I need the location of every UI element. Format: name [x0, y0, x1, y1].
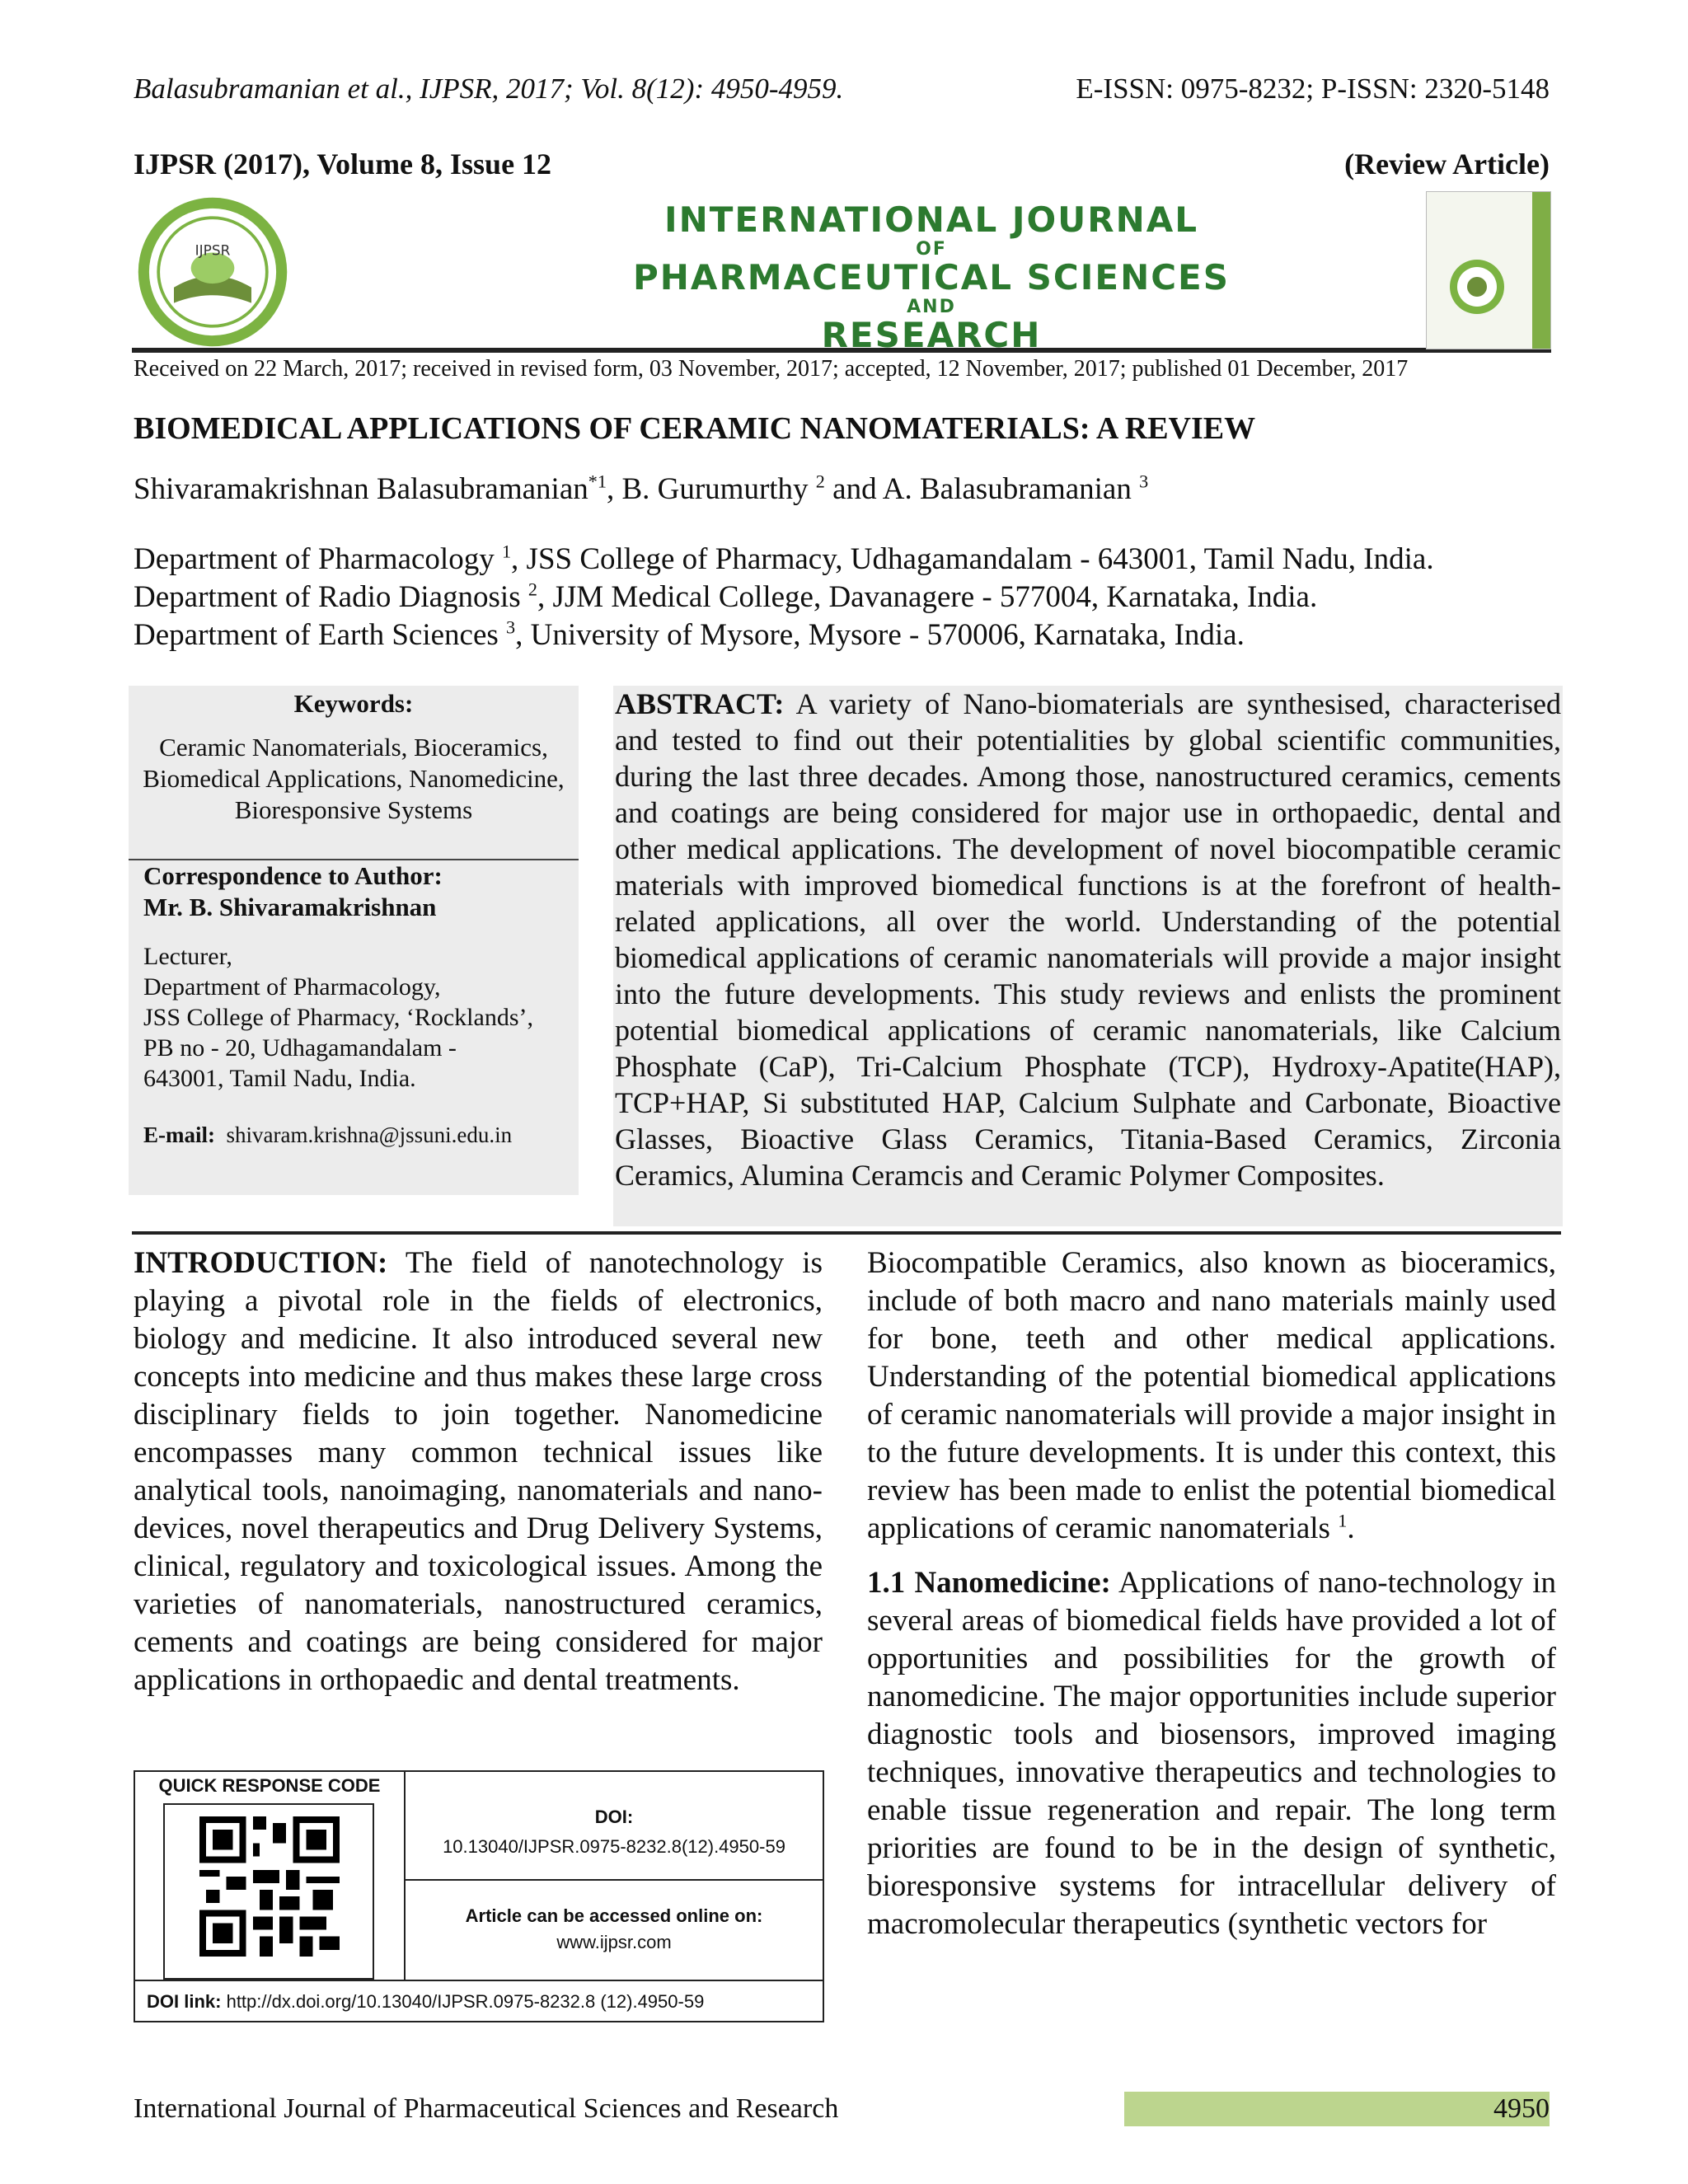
correspondence-email [143, 1122, 572, 1148]
keywords-heading: Keywords: [293, 689, 414, 718]
section-divider [132, 1231, 1561, 1235]
paragraph-text: Applications of nano-technology in several areas of biomedical fields have provided a lot of opportunities and possibilities for the growth of nanomedicine. The major opportunities include superior diagnostic tools and biosensors, improved imaging techniques, innovative therapeutics and technologies to enable tissue regeneration and repair. The long term priorities are found to be in the design of synthetic, bioresponsive systems for intracellular delivery of macromolecular therapeutics (synthetic vectors for [867, 1566, 1556, 1941]
paragraph-nanomedicine [867, 1564, 1556, 1943]
running-head [134, 73, 1550, 105]
address-line: Department of Pharmacology, [143, 973, 441, 1001]
right-column [867, 1244, 1556, 1960]
correspondence-heading [143, 860, 572, 923]
affiliation-rest: , JSS College of Pharmacy, Udhagamandalam - 643001, Tamil Nadu, India. [511, 542, 1434, 576]
correspondence-label: Correspondence to Author: [143, 861, 443, 890]
email-label: E-mail: [143, 1122, 215, 1147]
page-number: 4950 [1493, 2093, 1550, 2124]
keywords-correspondence-box [129, 686, 579, 1195]
affiliations [134, 541, 1568, 654]
qr-frame [163, 1803, 374, 1980]
address-line: 643001, Tamil Nadu, India. [143, 1065, 416, 1092]
doi-cell [406, 1772, 823, 1881]
doi-value: 10.13040/IJPSR.0975-8232.8(12).4950-59 [443, 1836, 785, 1857]
affiliation-1 [134, 541, 1568, 579]
abstract-label: ABSTRACT: [615, 687, 785, 720]
issue-line [134, 147, 1550, 181]
citation-sup: 1 [1338, 1510, 1348, 1531]
article-type: (Review Article) [1344, 148, 1550, 180]
doi-link-row [135, 1980, 823, 2021]
citation: Balasubramanian et al., IJPSR, 2017; Vol. 8(12): 4950-4959. [134, 73, 844, 105]
address-line: Lecturer, [143, 943, 232, 970]
address-line: PB no - 20, Udhagamandalam - [143, 1034, 457, 1062]
affiliation-sup: 2 [528, 579, 537, 600]
journal-name-line2: OF [916, 239, 947, 260]
affiliation-dept: Department of Pharmacology [134, 542, 502, 576]
affiliation-sup: 1 [501, 541, 512, 562]
journal-name [593, 199, 1269, 356]
journal-seal-logo [135, 194, 290, 349]
qr-label: QUICK RESPONSE CODE [135, 1772, 406, 1800]
qr-cell [135, 1800, 406, 1980]
introduction [134, 1244, 823, 1699]
qr-doi-table [134, 1770, 824, 2022]
journal-banner [132, 183, 1551, 353]
author-1-sup: *1 [588, 471, 607, 492]
issn: E-ISSN: 0975-8232; P-ISSN: 2320-5148 [1076, 73, 1550, 105]
cover-strip [1532, 192, 1550, 349]
doi-link[interactable]: http://dx.doi.org/10.13040/IJPSR.0975-8232.8 (12).4950-59 [226, 1991, 705, 2012]
journal-issue: IJPSR (2017), Volume 8, Issue 12 [134, 148, 552, 180]
paragraph-text: Biocompatible Ceramics, also known as bioceramics, include of both macro and nano materials mainly used for bone, teeth and other medical applications. Understanding of the potential biomedical applications of ceramic nanomaterials will provide a major insight in to the future developments. It is under this context, this review has been made to enlist the potential biomedical applications of ceramic nanomaterials [867, 1246, 1556, 1545]
footer-journal: International Journal of Pharmaceutical Sciences and Research [134, 2093, 839, 2124]
keywords-text: Ceramic Nanomaterials, Bioceramics, Biomedical Applications, Nanomedicine, Bioresponsive Systems [143, 733, 565, 824]
affiliation-2 [134, 579, 1568, 616]
affiliation-sup: 3 [506, 616, 516, 638]
abstract-text: A variety of Nano-biomaterials are synthesised, characterised and tested to find out their potentialities by global scientific communities, during the last three decades. Among those, nanostructured ceramics, cements and coatings are being considered for major use in orthopaedic, dental and other medical applications. The development of novel biocompatible ceramic materials with improved biomedical functions is at the forefront of health-related applications, all over the world. Understanding of the potential biomedical applications of ceramic nanomaterials will provide a major insight into the future developments. This study reviews and enlists the prominent potential biomedical applications of ceramic nanomaterials, like Calcium Phosphate (CaP), Tri-Calcium Phosphate (TCP), Hydroxy-Apatite(HAP), TCP+HAP, Si substituted HAP, Calcium Sulphate and Carbonate, Bioactive Glasses, Bioactive Glass Ceramics, Titania-Based Ceramics, Zirconia Ceramics, Alumina Ceramcis and Ceramic Polymer Composites. [615, 687, 1562, 1192]
affiliation-rest: , University of Mysore, Mysore - 570006, Karnataka, India. [515, 618, 1245, 652]
doi-link-label: DOI link: [147, 1991, 222, 2012]
qr-code-icon[interactable] [199, 1816, 340, 1957]
journal-cover-thumbnail [1426, 191, 1551, 349]
access-link[interactable]: www.ijpsr.com [556, 1932, 672, 1952]
paper-title: BIOMEDICAL APPLICATIONS OF CERAMIC NANOMATERIALS: A REVIEW [134, 411, 1256, 446]
author-2: , B. Gurumurthy [606, 472, 816, 506]
journal-name-line1: INTERNATIONAL JOURNAL [663, 199, 1199, 240]
introduction-text: The field of nanotechnology is playing a pivotal role in the fields of electronics, biology and medicine. It also introduced several new concepts into medicine and thus makes these large cross disciplinary fields to join together. Nanomedicine encompasses many common technical issues like analytical tools, nanoimaging, nanomaterials and nano-devices, novel therapeutics and Drug Delivery Systems, clinical, regulatory and toxicological issues. Among the varieties of nanomaterials, nanostructured ceramics, cements and coatings are being considered for major applications in orthopaedic and dental treatments. [134, 1246, 823, 1697]
doi-label: DOI: [594, 1807, 634, 1827]
abstract [613, 686, 1563, 1226]
affiliation-rest: , JJM Medical College, Davanagere - 577004, Karnataka, India. [537, 580, 1318, 614]
author-2-sup: 2 [815, 471, 825, 492]
cover-seal-icon [1448, 258, 1506, 316]
author-1: Shivaramakrishnan Balasubramanian [134, 472, 588, 506]
address-line: JSS College of Pharmacy, ‘Rocklands’, [143, 1004, 533, 1031]
access-cell [406, 1881, 823, 1980]
paragraph-bioceramics [867, 1244, 1556, 1548]
author-3-sup: 3 [1139, 471, 1149, 492]
correspondence-name: Mr. B. Shivaramakrishnan [143, 893, 437, 921]
section-heading: 1.1 Nanomedicine: [867, 1566, 1111, 1600]
affiliation-3 [134, 616, 1568, 654]
authors [134, 471, 1550, 507]
correspondence-address [143, 941, 572, 1094]
logo-text: IJPSR [195, 241, 231, 259]
received-dates: Received on 22 March, 2017; received in revised form, 03 November, 2017; accepted, 12 November, 2017; published 01 December, 2017 [134, 356, 1409, 382]
access-label: Article can be accessed online on: [465, 1905, 763, 1926]
affiliation-dept: Department of Earth Sciences [134, 618, 507, 652]
journal-name-line4: AND [907, 297, 956, 317]
author-3: and A. Balasubramanian [824, 472, 1140, 506]
affiliation-dept: Department of Radio Diagnosis [134, 580, 528, 614]
email-link[interactable]: shivaram.krishna@jssuni.edu.in [226, 1122, 513, 1147]
journal-name-line3: PHARMACEUTICAL SCIENCES [633, 257, 1230, 298]
journal-name-line5: RESEARCH [821, 315, 1042, 355]
introduction-label: INTRODUCTION: [134, 1246, 388, 1280]
paragraph-end: . [1347, 1511, 1355, 1545]
